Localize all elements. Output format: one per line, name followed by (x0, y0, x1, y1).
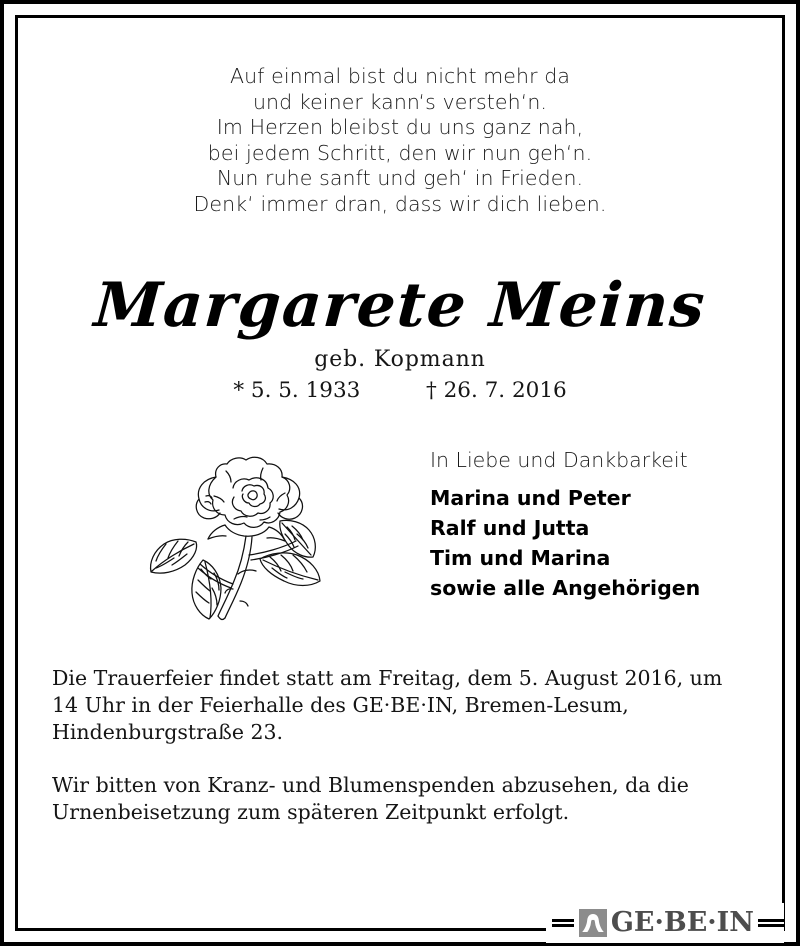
poem-line: Denk‘ immer dran, dass wir dich lieben. (193, 191, 607, 216)
deceased-name: Margarete Meins (91, 270, 709, 341)
service-details (18, 665, 782, 826)
gebein-arch-icon (579, 909, 607, 937)
rose-and-family-section (18, 441, 782, 641)
memorial-poem (18, 64, 782, 217)
logo-rule-left (552, 919, 574, 927)
death-date: † 26. 7. 2016 (426, 378, 567, 403)
logo-rule-right (758, 919, 784, 927)
deceased-name-block (18, 270, 782, 403)
poem-line: Auf einmal bist du nicht mehr da (229, 64, 571, 88)
poem-line: bei jedem Schritt, den wir nun geh‘n. (207, 140, 593, 165)
family-members (430, 483, 700, 603)
family-member: sowie alle Angehörigen (430, 576, 701, 600)
family-intro: In Liebe und Dankbarkeit (430, 448, 688, 472)
notice-content (18, 18, 782, 928)
family-member: Tim und Marina (430, 546, 611, 570)
family-block (430, 447, 700, 603)
family-member: Ralf und Jutta (430, 516, 590, 540)
life-dates (18, 378, 782, 403)
family-member: Marina und Peter (430, 486, 631, 510)
gebein-logo-text: GE·BE·IN (610, 907, 754, 938)
rose-icon (130, 441, 345, 626)
gebein-logo (546, 903, 784, 943)
birth-date: * 5. 5. 1933 (233, 378, 361, 403)
poem-line: Nun ruhe sanft und geh‘ in Frieden. (216, 166, 584, 190)
maiden-name: geb. Kopmann (314, 347, 486, 372)
poem-line: und keiner kann‘s versteh‘n. (252, 89, 548, 114)
funeral-service-paragraph: Die Trauerfeier findet statt am Freitag, dem 5. August 2016, um 14 Uhr in der Feierhalle des GE·BE·IN, Bremen-Lesum, Hindenburgstraße 23. (52, 666, 723, 744)
poem-line: Im Herzen bleibst du uns ganz nah, (216, 115, 584, 139)
flowers-request-paragraph: Wir bitten von Kranz- und Blumenspenden abzusehen, da die Urnenbeisetzung zum späteren Zeitpunkt erfolgt. (52, 773, 689, 824)
